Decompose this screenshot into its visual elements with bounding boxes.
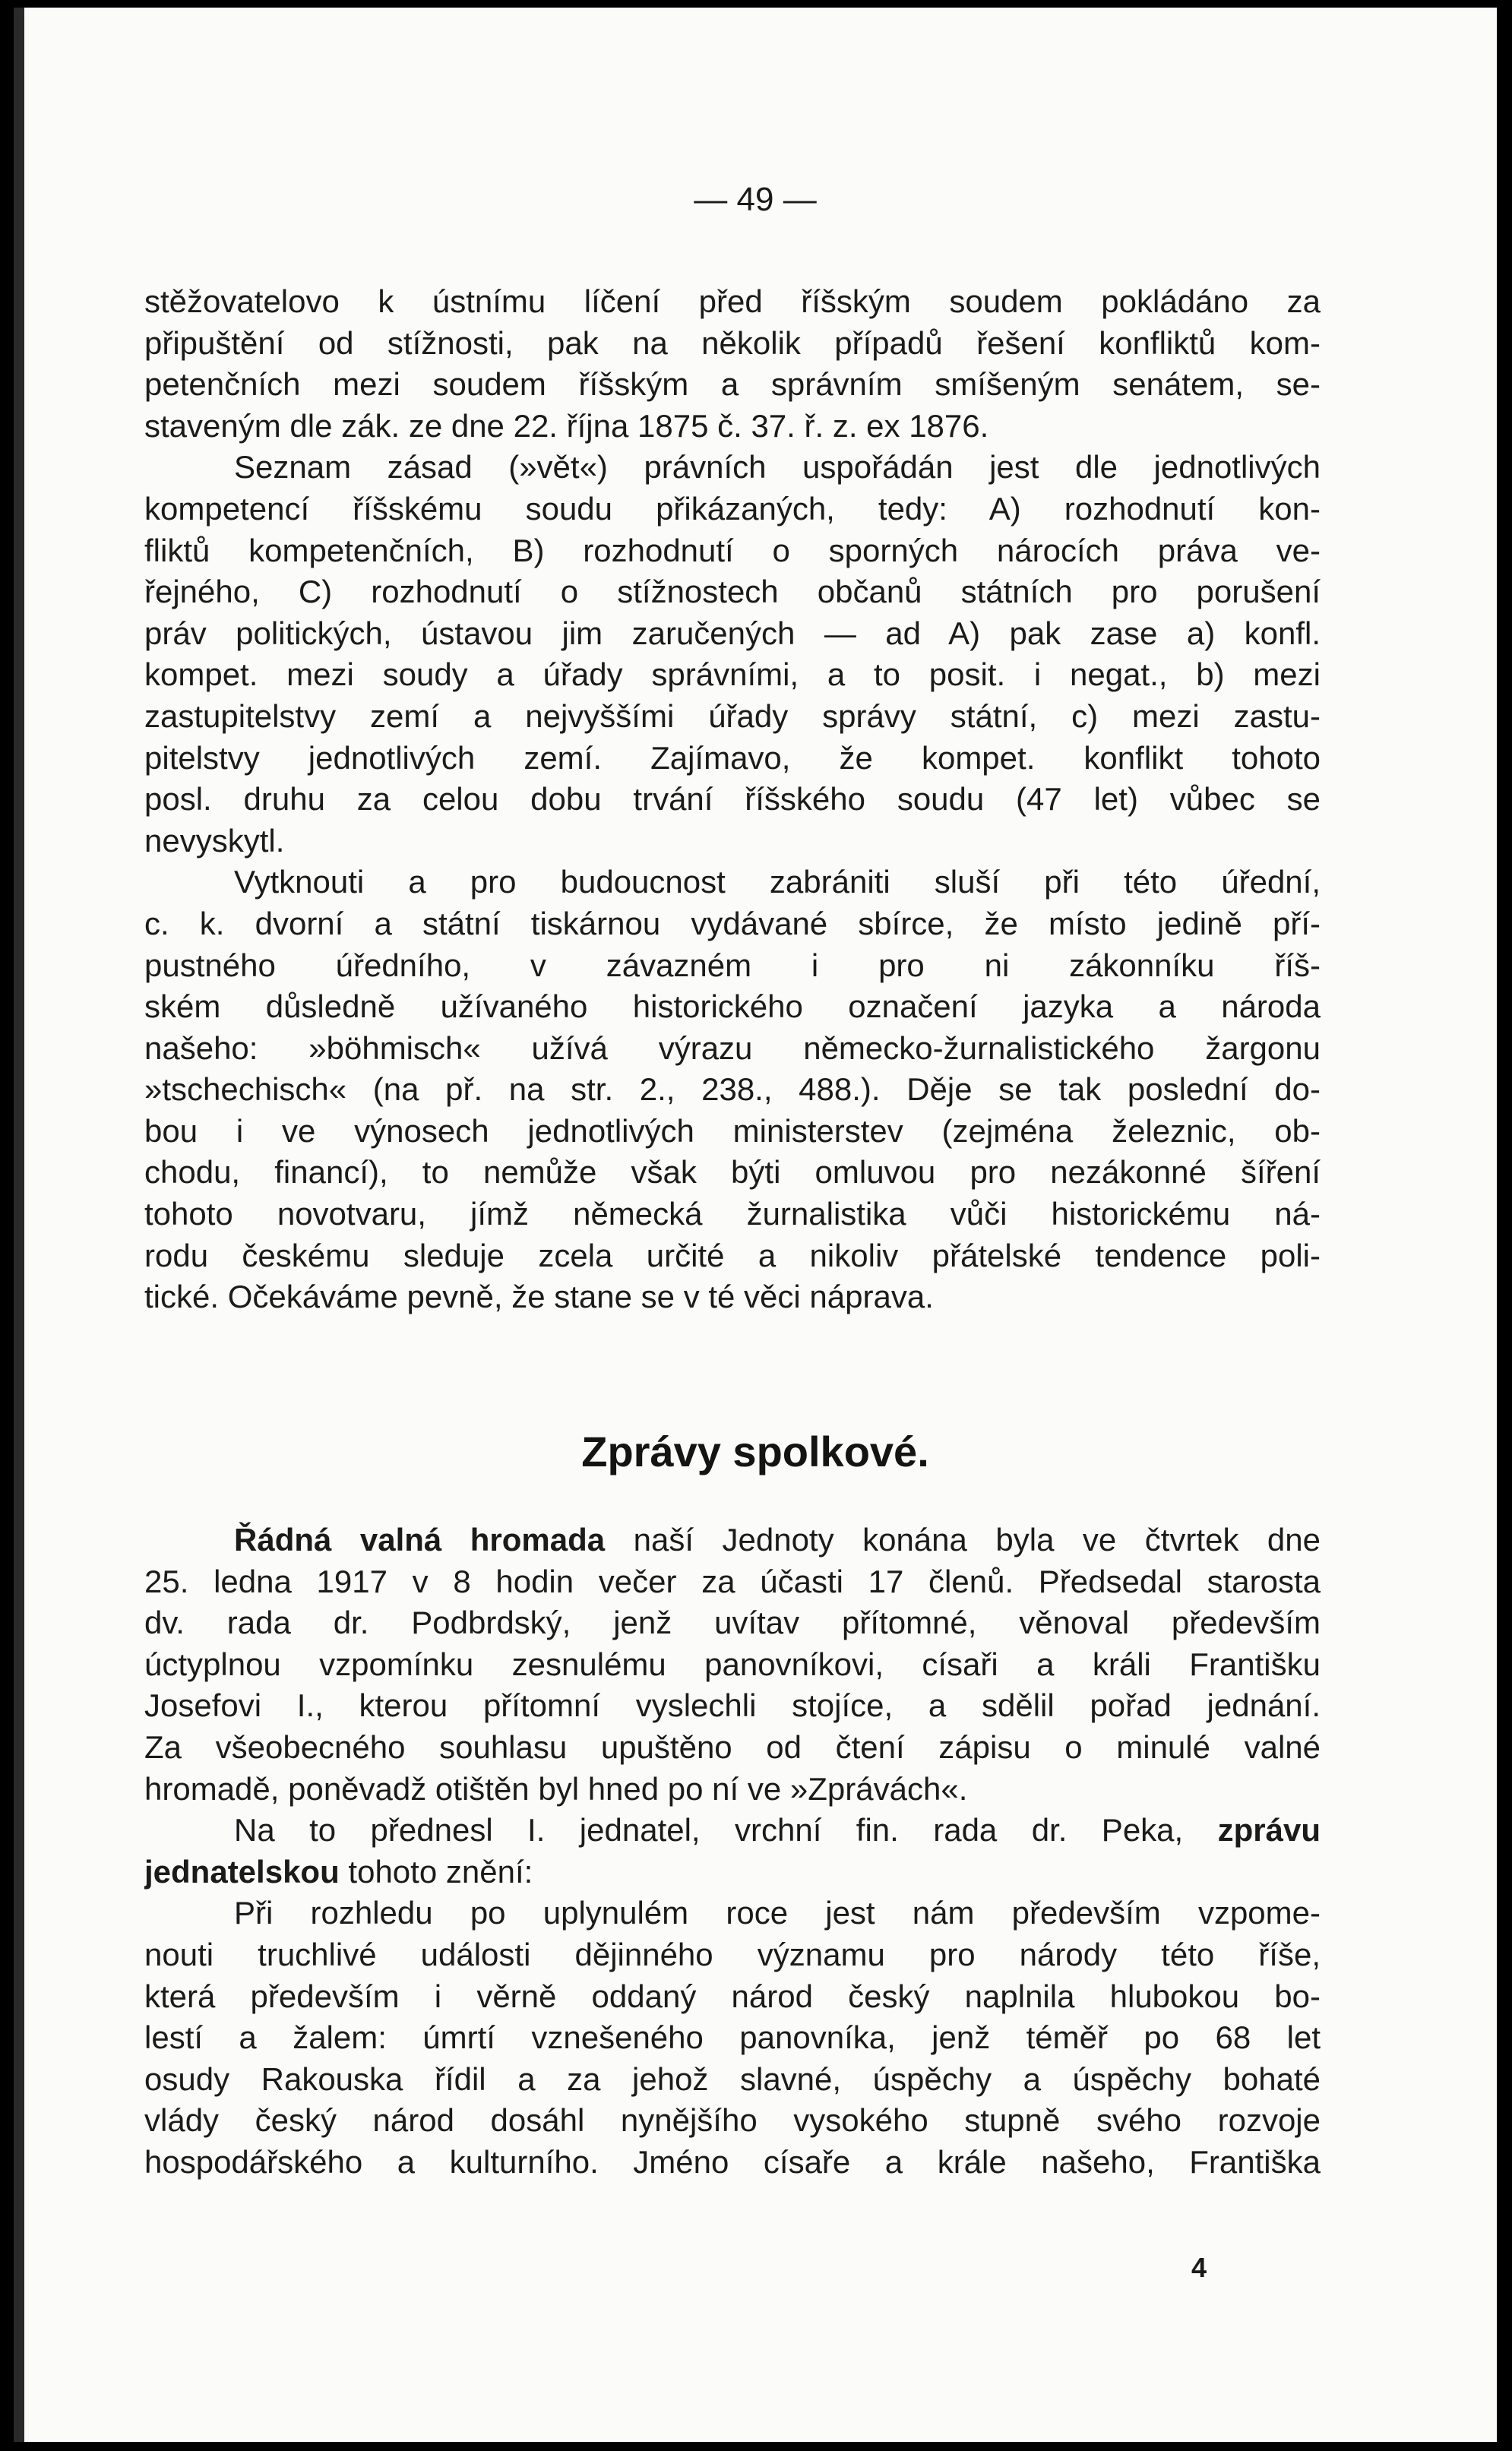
paragraph-block-2 [144, 1520, 1321, 2184]
page-number: — 49 — [694, 181, 817, 218]
text-line: kompetencí říšskému soudu přikázaných, tedy: A) rozhodnutí kon- [144, 490, 1321, 527]
text-line: rodu českému sleduje zcela určité a nikoliv přátelské tendence poli- [144, 1237, 1321, 1273]
text-line: pitelstvy jednotlivých zemí. Zajímavo, že kompet. konflikt tohoto [144, 739, 1321, 776]
section-heading: Zprávy spolkové. [581, 1428, 929, 1475]
document-page [14, 8, 1497, 2442]
text-line: nouti truchlivé události dějinného významu pro národy této říše, [144, 1936, 1321, 1972]
text-line: hospodářského a kulturního. Jméno císaře a krále našeho, Františka [144, 2143, 1321, 2180]
text-line: stěžovatelovo k ústnímu líčení před říšským soudem pokládáno za [144, 283, 1321, 319]
text-line: pustného úředního, v závazném i pro ni zákonníku říš- [144, 947, 1321, 983]
text-line: ském důsledně užívaného historického označení jazyka a národa [144, 988, 1321, 1025]
text-line: 25. ledna 1917 v 8 hodin večer za účasti 17 členů. Předsedal starosta [144, 1563, 1321, 1599]
bold-text: jednatelskou [144, 1853, 340, 1890]
text-line: našeho: »böhmisch« užívá výrazu německo-žurnalistického žargonu [144, 1029, 1321, 1066]
text-line: petenčních mezi soudem říšským a správním smíšeným senátem, se- [144, 366, 1321, 403]
text-line [144, 1520, 1321, 1561]
bold-text: zprávu [1217, 1812, 1321, 1849]
text-line: lestí a žalem: úmrtí vznešeného panovníka, jenž téměř po 68 let [144, 2019, 1321, 2056]
text-line: tické. Očekáváme pevně, že stane se v té věci náprava. [144, 1279, 934, 1315]
text-line: připuštění od stížnosti, pak na několik případů řešení konfliktů kom- [144, 324, 1321, 361]
text-line: kompet. mezi soudy a úřady správními, a to posit. i negat., b) mezi [144, 656, 1321, 693]
text-line: c. k. dvorní a státní tiskárnou vydávané sbírce, že místo jedině pří- [144, 905, 1321, 941]
text-line: práv politických, ústavou jim zaručených — ad A) pak zase a) konfl. [144, 615, 1321, 651]
text-fragment: naší Jednoty konána byla ve čtvrtek dne [633, 1522, 1321, 1558]
text-line: bou i ve výnosech jednotlivých ministerstev (zejména železnic, ob- [144, 1112, 1321, 1149]
text-line: tohoto novotvaru, jímž německá žurnalistika vůči historickému ná- [144, 1196, 1321, 1232]
text-line: staveným dle zák. ze dne 22. října 1875 č. 37. ř. z. ex 1876. [144, 407, 989, 444]
text-line: zastupitelstvy zemí a nejvyššími úřady správy státní, c) mezi zastu- [144, 697, 1321, 734]
text-line: osudy Rakouska řídil a za jehož slavné, úspěchy a úspěchy bohaté [144, 2060, 1321, 2097]
text-line: Josefovi I., kterou přítomní vyslechli stojíce, a sdělil pořad jednání. [144, 1687, 1321, 1724]
text-line: Seznam zásad (»vět«) právních uspořádán jest dle jednotlivých [234, 449, 1321, 485]
bold-lead: Řádná valná hromada [234, 1522, 606, 1558]
text-line: hromadě, poněvadž otištěn byl hned po ní ve »Zprávách«. [144, 1770, 968, 1807]
binding-edge [14, 8, 24, 2442]
text-line: dv. rada dr. Podbrdský, jenž uvítav přítomné, věnoval především [144, 1605, 1321, 1641]
text-line: fliktů kompetenčních, B) rozhodnutí o sporných nárocích práva ve- [144, 532, 1321, 568]
text-line [144, 1852, 1321, 1893]
text-line [144, 1810, 1321, 1852]
text-fragment: tohoto znění: [348, 1853, 533, 1890]
paragraph-block-1 [144, 281, 1321, 1318]
signature-mark: 4 [1191, 2252, 1207, 2283]
text-line: nevyskytl. [144, 822, 285, 859]
text-line: řejného, C) rozhodnutí o stížnostech občanů státních pro porušení [144, 574, 1321, 610]
text-line: která především i věrně oddaný národ český naplnila hlubokou bo- [144, 1978, 1321, 2014]
text-line: vlády český národ dosáhl nynějšího vysokého stupně svého rozvoje [144, 2102, 1321, 2139]
text-line: Při rozhledu po uplynulém roce jest nám především vzpome- [234, 1895, 1321, 1931]
text-line: »tschechisch« (na př. na str. 2., 238., 488.). Děje se tak poslední do- [144, 1071, 1321, 1108]
text-line: posl. druhu za celou dobu trvání říšského soudu (47 let) vůbec se [144, 781, 1321, 818]
text-fragment: Na to přednesl I. jednatel, vrchní fin. rada dr. Peka, [234, 1812, 1184, 1849]
text-line: chodu, financí), to nemůže však býti omluvou pro nezákonné šíření [144, 1154, 1321, 1191]
text-line: úctyplnou vzpomínku zesnulému panovníkovi, císaři a králi Františku [144, 1646, 1321, 1682]
text-line: Za všeobecného souhlasu upuštěno od čtení zápisu o minulé valné [144, 1728, 1321, 1765]
text-line: Vytknouti a pro budoucnost zabrániti sluší při této úřední, [234, 864, 1321, 900]
